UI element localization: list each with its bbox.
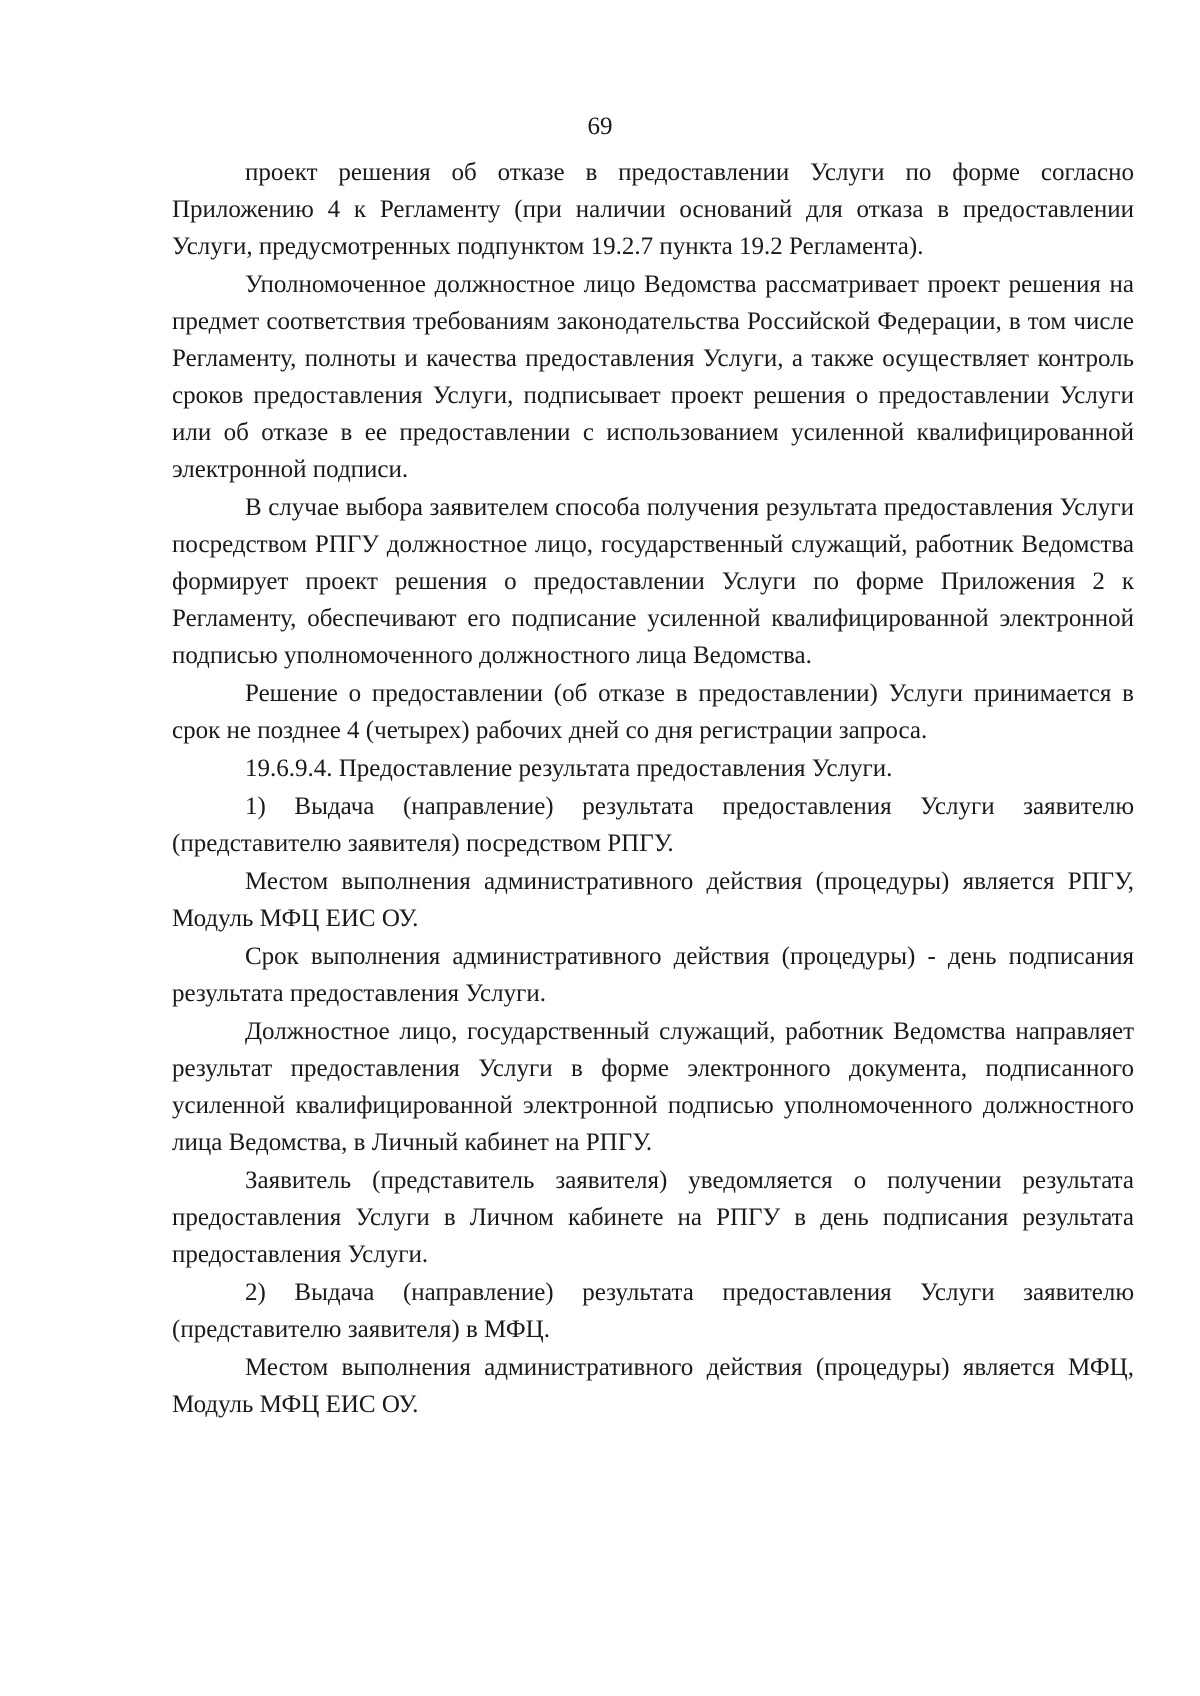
paragraph-applicant-notified: Заявитель (представитель заявителя) уведомляется о получении результата предоставления Услуги в Личном кабинете на РПГУ в день подписания результата предоставления Услуги. [172, 1167, 1134, 1268]
paragraph-place-mfc: Местом выполнения административного действия (процедуры) является МФЦ, Модуль МФЦ ЕИС ОУ. [172, 1354, 1134, 1418]
paragraph-decision-deadline: Решение о предоставлении (об отказе в предоставлении) Услуги принимается в срок не позднее 4 (четырех) рабочих дней со дня регистрации запроса. [172, 680, 1134, 744]
paragraph-refusal-draft: проект решения об отказе в предоставлении Услуги по форме согласно Приложению 4 к Регламенту (при наличии оснований для отказа в предоставлении Услуги, предусмотренных подпунктом 19.2.7 пункта 19.2 Регламента). [172, 159, 1134, 260]
page-number: 69 [587, 113, 613, 140]
list-item-1-rpgu-delivery: 1) Выдача (направление) результата предоставления Услуги заявителю (представителю заявителя) посредством РПГУ. [172, 793, 1134, 857]
section-heading-19-6-9-4: 19.6.9.4. Предоставление результата предоставления Услуги. [245, 755, 893, 782]
paragraph-official-sends-result: Должностное лицо, государственный служащий, работник Ведомства направляет результат предоставления Услуги в форме электронного документа, подписанного усиленной квалифицированной электронной подписью уполномоченного должностного лица Ведомства, в Личный кабинет на РПГУ. [172, 1018, 1134, 1156]
list-item-2-mfc-delivery: 2) Выдача (направление) результата предоставления Услуги заявителю (представителю заявителя) в МФЦ. [172, 1279, 1134, 1343]
paragraph-authorized-official-review: Уполномоченное должностное лицо Ведомства рассматривает проект решения на предмет соответствия требованиям законодательства Российской Федерации, в том числе Регламенту, полноты и качества предоставления Услуги, а также осуществляет контроль сроков предоставления Услуги, подписывает проект решения о предоставлении Услуги или об отказе в ее предоставлении с использованием усиленной квалифицированной электронной подписи. [172, 271, 1134, 483]
document-body [172, 154, 1134, 1424]
paragraph-place-rpgu: Местом выполнения административного действия (процедуры) является РПГУ, Модуль МФЦ ЕИС ОУ. [172, 868, 1134, 932]
paragraph-term: Срок выполнения административного действия (процедуры) - день подписания результата предоставления Услуги. [172, 943, 1134, 1007]
paragraph-rpgu-draft-decision: В случае выбора заявителем способа получения результата предоставления Услуги посредством РПГУ должностное лицо, государственный служащий, работник Ведомства формирует проект решения о предоставлении Услуги по форме Приложения 2 к Регламенту, обеспечивают его подписание усиленной квалифицированной электронной подписью уполномоченного должностного лица Ведомства. [172, 494, 1134, 669]
